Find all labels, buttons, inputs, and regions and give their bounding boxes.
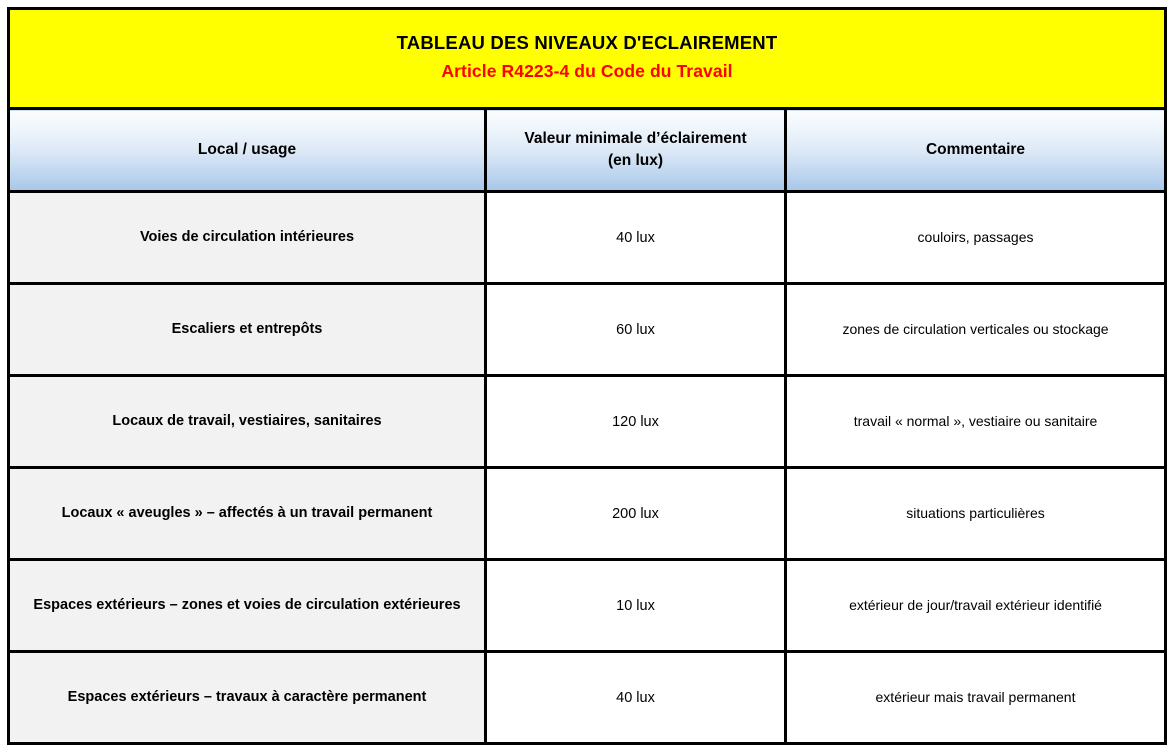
table-row xyxy=(9,284,1166,376)
column-header-usage-label: Local / usage xyxy=(197,140,297,158)
cell-value: 10 lux xyxy=(486,560,786,652)
column-header-value-label-line1: Valeur minimale d’éclairement xyxy=(524,129,747,147)
cell-usage: Espaces extérieurs – zones et voies de circulation extérieures xyxy=(9,560,486,652)
cell-comment: zones de circulation verticales ou stockage xyxy=(786,284,1166,376)
table-row xyxy=(9,192,1166,284)
column-header-usage xyxy=(9,109,486,192)
cell-usage: Voies de circulation intérieures xyxy=(9,192,486,284)
table-row xyxy=(9,376,1166,468)
cell-value: 200 lux xyxy=(486,468,786,560)
column-header-comment-label: Commentaire xyxy=(925,140,1026,158)
page-subtitle: Article R4223-4 du Code du Travail xyxy=(441,61,733,82)
table-header-row xyxy=(9,109,1166,192)
cell-value: 40 lux xyxy=(486,192,786,284)
table-row xyxy=(9,652,1166,744)
column-header-comment xyxy=(786,109,1166,192)
cell-value: 60 lux xyxy=(486,284,786,376)
column-header-value xyxy=(486,109,786,192)
cell-comment: extérieur mais travail permanent xyxy=(786,652,1166,744)
table-row xyxy=(9,560,1166,652)
cell-value: 120 lux xyxy=(486,376,786,468)
cell-usage: Locaux de travail, vestiaires, sanitaires xyxy=(9,376,486,468)
page-title: TABLEAU DES NIVEAUX D'ECLAIREMENT xyxy=(396,31,778,53)
cell-usage: Escaliers et entrepôts xyxy=(9,284,486,376)
column-header-value-label-line2: (en lux) xyxy=(607,152,664,169)
table-title-cell xyxy=(9,9,1166,109)
table-title-row xyxy=(9,9,1166,109)
cell-comment: extérieur de jour/travail extérieur identifié xyxy=(786,560,1166,652)
cell-usage: Locaux « aveugles » – affectés à un travail permanent xyxy=(9,468,486,560)
cell-value: 40 lux xyxy=(486,652,786,744)
table-row xyxy=(9,468,1166,560)
cell-usage: Espaces extérieurs – travaux à caractère permanent xyxy=(9,652,486,744)
cell-comment: couloirs, passages xyxy=(786,192,1166,284)
cell-comment: situations particulières xyxy=(786,468,1166,560)
illumination-levels-table xyxy=(7,7,1167,745)
cell-comment: travail « normal », vestiaire ou sanitaire xyxy=(786,376,1166,468)
